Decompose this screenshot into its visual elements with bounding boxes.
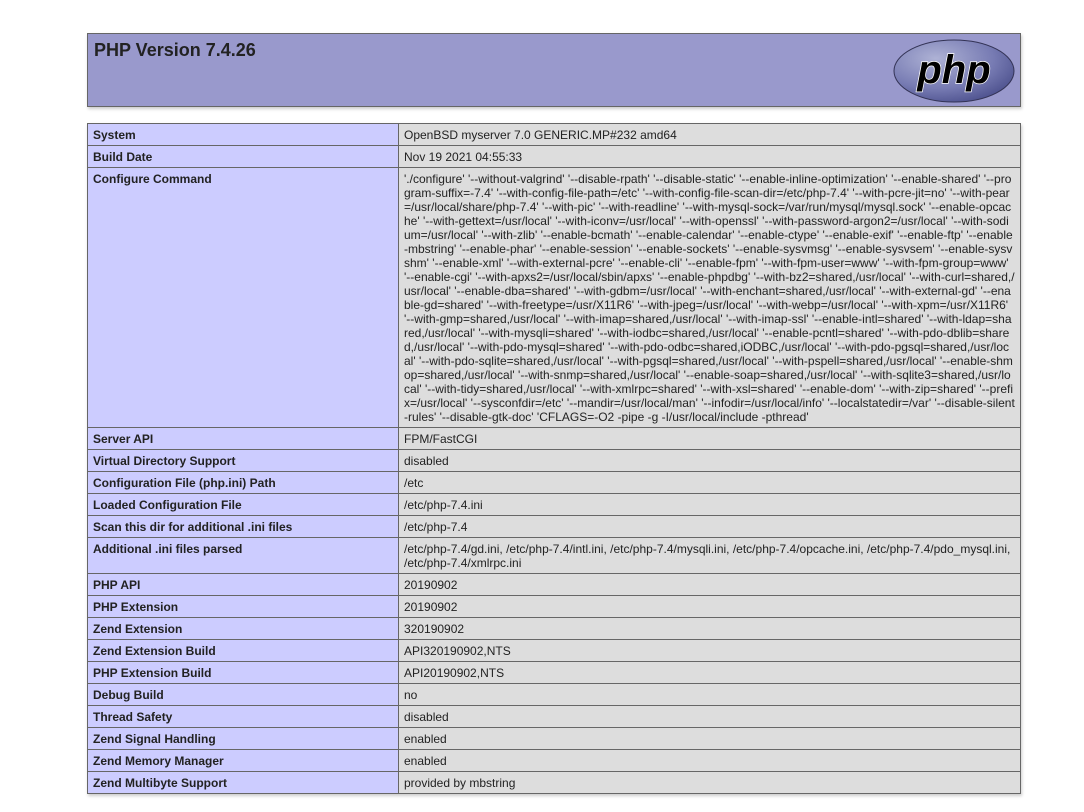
- row-value: 20190902: [399, 574, 1021, 596]
- php-logo-text: php: [917, 48, 991, 92]
- table-row: [88, 428, 1021, 450]
- row-label: Zend Extension: [88, 618, 399, 640]
- row-value: disabled: [399, 706, 1021, 728]
- table-row: [88, 750, 1021, 772]
- table-row: [88, 574, 1021, 596]
- row-value: provided by mbstring: [399, 772, 1021, 794]
- row-label: Configuration File (php.ini) Path: [88, 472, 399, 494]
- table-row: [88, 728, 1021, 750]
- row-value: './configure' '--without-valgrind' '--disable-rpath' '--disable-static' '--enable-inline-optimization' '--enable-shared' '--program-suffix=-7.4' '--with-config-file-path=/etc' '--with-config-file-scan-dir=/etc/php-7.4' '--with-pcre-jit=no' '--with-pear=/usr/local/share/php-7.4' '--with-pic' '--with-readline' '--with-mysql-sock=/var/run/mysql/mysql.sock' '--enable-opcache' '--with-gettext=/usr/local' '--with-iconv=/usr/local' '--with-openssl' '--with-password-argon2=/usr/local' '--with-sodium=/usr/local' '--with-zlib' '--enable-bcmath' '--enable-calendar' '--enable-ctype' '--enable-exif' '--enable-ftp' '--enable-mbstring' '--enable-phar' '--enable-session' '--enable-sockets' '--enable-sysvmsg' '--enable-sysvsem' '--enable-sysvshm' '--enable-xml' '--with-external-pcre' '--enable-cli' '--enable-fpm' '--with-fpm-user=www' '--with-fpm-group=www' '--enable-cgi' '--with-apxs2=/usr/local/sbin/apxs' '--enable-phpdbg' '--with-bz2=shared,/usr/local' '--with-curl=shared,/usr/local' '--enable-dba=shared' '--with-gdbm=/usr/local' '--with-enchant=shared,/usr/local' '--with-external-gd' '--enable-gd=shared' '--with-freetype=/usr/X11R6' '--with-jpeg=/usr/local' '--with-webp=/usr/local' '--with-xpm=/usr/X11R6' '--with-gmp=shared,/usr/local' '--with-imap=shared,/usr/local' '--with-imap-ssl' '--enable-intl=shared' '--with-ldap=shared,/usr/local' '--with-mysqli=shared' '--with-iodbc=shared,/usr/local' '--enable-pcntl=shared' '--with-pdo-dblib=shared,/usr/local' '--with-pdo-mysql=shared' '--with-pdo-odbc=shared,iODBC,/usr/local' '--with-pdo-pgsql=shared,/usr/local' '--with-pdo-sqlite=shared,/usr/local' '--with-pgsql=shared,/usr/local' '--with-pspell=shared,/usr/local' '--enable-shmop=shared,/usr/local' '--with-snmp=shared,/usr/local' '--enable-soap=shared,/usr/local' '--with-sqlite3=shared,/usr/local' '--with-tidy=shared,/usr/local' '--with-xmlrpc=shared' '--with-xsl=shared' '--enable-dom' '--with-zip=shared' '--prefix=/usr/local' '--sysconfdir=/etc' '--mandir=/usr/local/man' '--infodir=/usr/local/info' '--localstatedir=/var' '--disable-silent-rules' '--disable-gtk-doc' 'CFLAGS=-O2 -pipe -g -I/usr/local/include -pthread': [399, 168, 1021, 428]
- row-value: /etc/php-7.4: [399, 516, 1021, 538]
- table-row: [88, 596, 1021, 618]
- table-row: [88, 662, 1021, 684]
- row-label: Zend Memory Manager: [88, 750, 399, 772]
- row-label: Build Date: [88, 146, 399, 168]
- table-row: [88, 168, 1021, 428]
- table-row: [88, 472, 1021, 494]
- row-label: Zend Signal Handling: [88, 728, 399, 750]
- table-row: [88, 450, 1021, 472]
- table-row: [88, 772, 1021, 794]
- table-row: [88, 538, 1021, 574]
- table-row: [88, 640, 1021, 662]
- row-value: /etc/php-7.4/gd.ini, /etc/php-7.4/intl.ini, /etc/php-7.4/mysqli.ini, /etc/php-7.4/opcache.ini, /etc/php-7.4/pdo_mysql.ini, /etc/php-7.4/xmlrpc.ini: [399, 538, 1021, 574]
- row-value: OpenBSD myserver 7.0 GENERIC.MP#232 amd64: [399, 124, 1021, 146]
- php-logo-icon: [893, 39, 1015, 103]
- row-value: Nov 19 2021 04:55:33: [399, 146, 1021, 168]
- row-value: /etc: [399, 472, 1021, 494]
- row-label: Virtual Directory Support: [88, 450, 399, 472]
- row-value: API320190902,NTS: [399, 640, 1021, 662]
- row-label: Thread Safety: [88, 706, 399, 728]
- row-value: API20190902,NTS: [399, 662, 1021, 684]
- row-value: FPM/FastCGI: [399, 428, 1021, 450]
- row-label: Scan this dir for additional .ini files: [88, 516, 399, 538]
- row-label: Debug Build: [88, 684, 399, 706]
- phpinfo-header: [87, 33, 1021, 107]
- row-value: /etc/php-7.4.ini: [399, 494, 1021, 516]
- row-label: Zend Extension Build: [88, 640, 399, 662]
- row-label: Server API: [88, 428, 399, 450]
- row-label: Loaded Configuration File: [88, 494, 399, 516]
- table-row: [88, 684, 1021, 706]
- table-row: [88, 516, 1021, 538]
- row-value: enabled: [399, 728, 1021, 750]
- row-label: System: [88, 124, 399, 146]
- row-value: 20190902: [399, 596, 1021, 618]
- page-title: PHP Version 7.4.26: [94, 40, 256, 60]
- table-row: [88, 494, 1021, 516]
- phpinfo-table: [87, 123, 1021, 794]
- row-value: disabled: [399, 450, 1021, 472]
- table-row: [88, 706, 1021, 728]
- table-row: [88, 124, 1021, 146]
- row-label: PHP Extension Build: [88, 662, 399, 684]
- row-label: Additional .ini files parsed: [88, 538, 399, 574]
- row-value: no: [399, 684, 1021, 706]
- phpinfo-container: [87, 33, 1021, 790]
- row-label: PHP Extension: [88, 596, 399, 618]
- row-value: 320190902: [399, 618, 1021, 640]
- table-row: [88, 618, 1021, 640]
- row-label: Zend Multibyte Support: [88, 772, 399, 794]
- row-label: Configure Command: [88, 168, 399, 428]
- table-row: [88, 146, 1021, 168]
- row-label: PHP API: [88, 574, 399, 596]
- row-value: enabled: [399, 750, 1021, 772]
